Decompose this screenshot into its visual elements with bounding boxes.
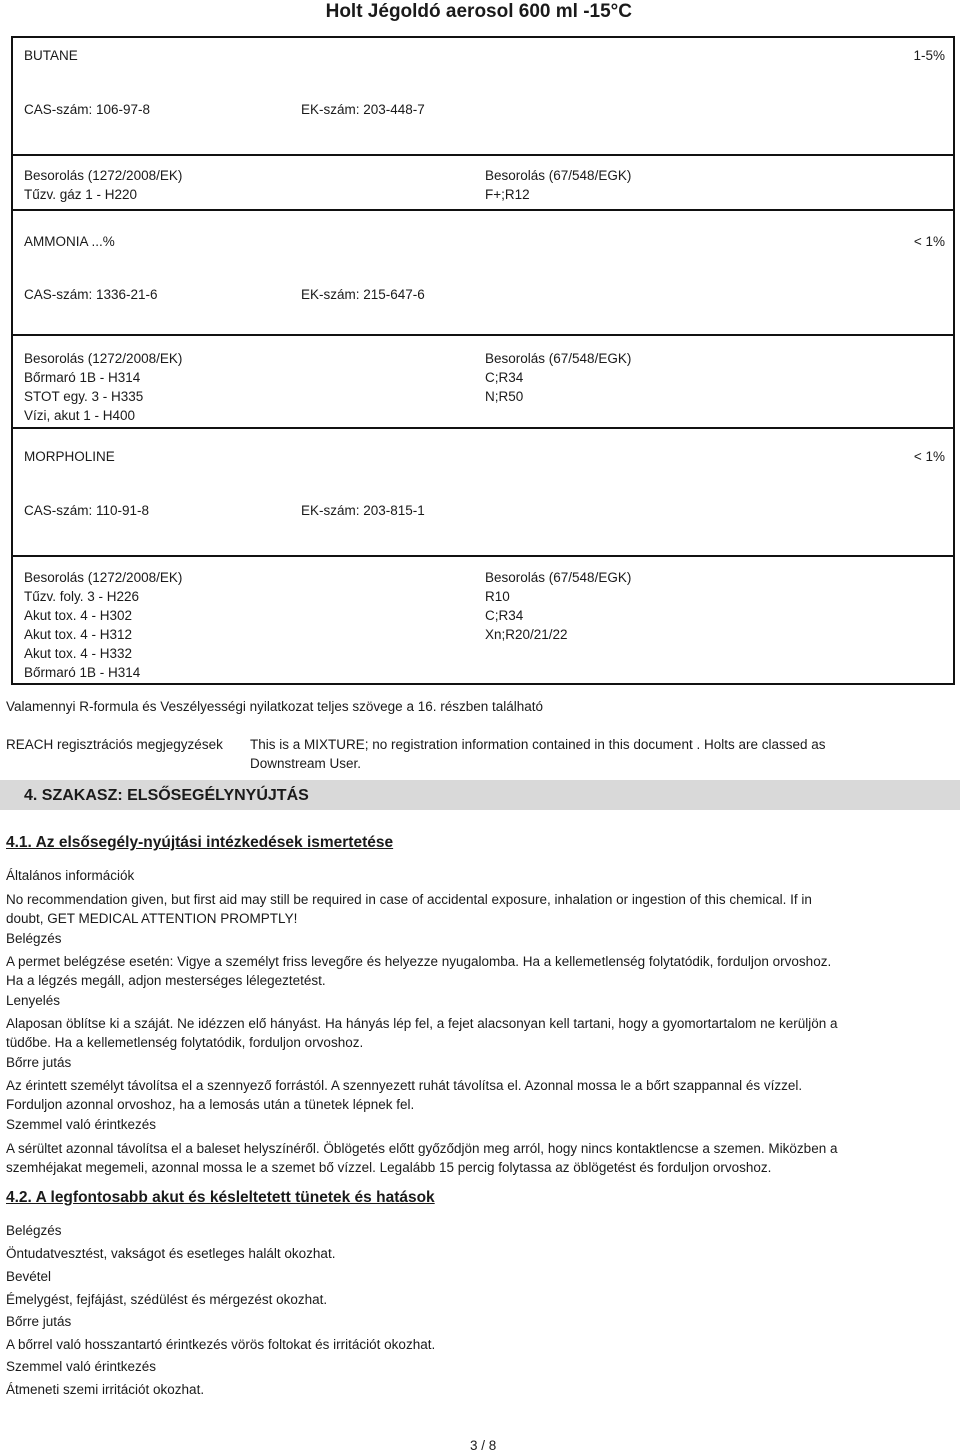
row-divider (13, 154, 953, 156)
clp-line: Bőrmaró 1B - H314 (24, 370, 141, 385)
dsd-line: F+;R12 (485, 187, 530, 202)
component-concentration: < 1% (913, 234, 945, 249)
text-line: tüdőbe. Ha a kellemetlenség folytatódik, forduljon orvoshoz. (6, 1035, 364, 1050)
dsd-title: Besorolás (67/548/EGK) (485, 351, 632, 366)
clp-line: Akut tox. 4 - H312 (24, 627, 133, 642)
component-block-ammonia (11, 211, 955, 429)
symptom-inhalation-label: Belégzés (6, 1223, 62, 1238)
clp-line: Akut tox. 4 - H332 (24, 646, 133, 661)
symptom-ingestion-text: Émelygést, fejfájást, szédülést és mérgezést okozhat. (6, 1292, 328, 1307)
component-block-butane (11, 36, 955, 211)
text-line: A permet belégzése esetén: Vigye a személyt friss levegőre és helyezze nyugalomba. Ha a kellemetlenség folytatódik, forduljon orvoshoz. (6, 954, 832, 969)
reach-line: This is a MIXTURE; no registration information contained in this document . Holts are classed as (250, 737, 826, 752)
symptom-eye-label: Szemmel való érintkezés (6, 1359, 157, 1374)
dsd-classification (485, 568, 631, 644)
dsd-line: N;R50 (485, 389, 524, 404)
subsection-4-2-title: 4.2. A legfontosabb akut és késleltetett tünetek és hatások (6, 1189, 435, 1206)
clp-classification (24, 349, 182, 425)
document-title: Holt Jégoldó aerosol 600 ml -15°C (325, 1, 632, 22)
r-phrase-note: Valamennyi R-formula és Veszélyességi nyilatkozat teljes szövege a 16. részben található (6, 699, 544, 714)
dsd-classification (485, 349, 631, 406)
text-line: Alaposan öblítse ki a száját. Ne idézzen elő hányást. Ha hányás lép fel, a fejet alacsonyan kell tartani, hogy a gyomortartalom ne kerüljön a (6, 1016, 838, 1031)
clp-title: Besorolás (1272/2008/EK) (24, 168, 183, 183)
dsd-title: Besorolás (67/548/EGK) (485, 168, 632, 183)
component-name: MORPHOLINE (24, 449, 115, 464)
subsection-4-1-title: 4.1. Az elsősegély-nyújtási intézkedések ismertetése (6, 834, 394, 851)
eye-contact-label: Szemmel való érintkezés (6, 1117, 157, 1132)
component-concentration: 1-5% (913, 48, 945, 63)
component-name: BUTANE (24, 48, 78, 63)
ek-number: EK-szám: 203-448-7 (301, 102, 425, 117)
component-concentration: < 1% (913, 449, 945, 464)
reach-label: REACH regisztrációs megjegyzések (6, 737, 223, 752)
ek-number: EK-szám: 215-647-6 (301, 287, 425, 302)
clp-line: STOT egy. 3 - H335 (24, 389, 144, 404)
clp-line: Tűzv. foly. 3 - H226 (24, 589, 140, 604)
row-divider (13, 334, 953, 336)
section-title: 4. SZAKASZ: ELSŐSEGÉLYNYÚJTÁS (24, 787, 309, 804)
cas-number: CAS-szám: 110-91-8 (24, 503, 150, 518)
ingestion-label: Lenyelés (6, 993, 61, 1008)
text-line: A sérültet azonnal távolítsa el a baleset helyszínéről. Öblögetés előtt győződjön meg arról, hogy nincs kontaktlencse a szemen. Miközben a (6, 1141, 838, 1156)
text-line: doubt, GET MEDICAL ATTENTION PROMPTLY! (6, 911, 298, 926)
symptom-ingestion-label: Bevétel (6, 1269, 52, 1284)
symptom-skin-text: A bőrrel való hosszantartó érintkezés vörös foltokat és irritációt okozhat. (6, 1337, 436, 1352)
section-4-header (0, 780, 960, 810)
text-line: Ha a légzés megáll, adjon mesterséges lélegeztetést. (6, 973, 326, 988)
symptom-eye-text: Átmeneti szemi irritációt okozhat. (6, 1382, 205, 1397)
clp-title: Besorolás (1272/2008/EK) (24, 570, 183, 585)
component-name: AMMONIA ...% (24, 234, 115, 249)
reach-line: Downstream User. (250, 756, 362, 771)
clp-classification (24, 166, 182, 204)
clp-line: Vízi, akut 1 - H400 (24, 408, 136, 423)
dsd-line: C;R34 (485, 608, 524, 623)
skin-contact-label: Bőrre jutás (6, 1055, 72, 1070)
dsd-title: Besorolás (67/548/EGK) (485, 570, 632, 585)
row-divider (13, 555, 953, 557)
page-number: 3 / 8 (470, 1438, 497, 1453)
inhalation-label: Belégzés (6, 931, 62, 946)
ek-number: EK-szám: 203-815-1 (301, 503, 425, 518)
text-line: szemhéjakat megemeli, azonnal mossa le a szemet bő vízzel. Legalább 15 percig folytassa az öblögetést és forduljon orvoshoz. (6, 1160, 772, 1175)
clp-title: Besorolás (1272/2008/EK) (24, 351, 183, 366)
dsd-classification (485, 166, 631, 204)
dsd-line: R10 (485, 589, 510, 604)
reach-text (250, 735, 826, 773)
text-line: No recommendation given, but first aid may still be required in case of accidental exposure, inhalation or ingestion of this chemical. If in (6, 892, 812, 907)
symptom-inhalation-text: Öntudatvesztést, vakságot és esetleges halált okozhat. (6, 1246, 336, 1261)
clp-line: Tűzv. gáz 1 - H220 (24, 187, 138, 202)
eye-contact-text (6, 1139, 886, 1177)
skin-contact-text (6, 1076, 886, 1114)
inhalation-text (6, 952, 886, 990)
clp-line: Bőrmaró 1B - H314 (24, 665, 141, 680)
clp-line: Akut tox. 4 - H302 (24, 608, 133, 623)
clp-classification (24, 568, 182, 682)
general-info-label: Általános információk (6, 868, 135, 883)
component-block-morpholine (11, 429, 955, 685)
symptom-skin-label: Bőrre jutás (6, 1314, 72, 1329)
text-line: Az érintett személyt távolítsa el a szennyező forrástól. A szennyezett ruhát távolítsa el. Azonnal mossa le a bőrt szappannal és vízzel. (6, 1078, 803, 1093)
dsd-line: C;R34 (485, 370, 524, 385)
text-line: Forduljon azonnal orvoshoz, ha a lemosás után a tünetek lépnek fel. (6, 1097, 415, 1112)
cas-number: CAS-szám: 106-97-8 (24, 102, 151, 117)
ingestion-text (6, 1014, 886, 1052)
dsd-line: Xn;R20/21/22 (485, 627, 568, 642)
cas-number: CAS-szám: 1336-21-6 (24, 287, 158, 302)
general-info-text (6, 890, 886, 928)
